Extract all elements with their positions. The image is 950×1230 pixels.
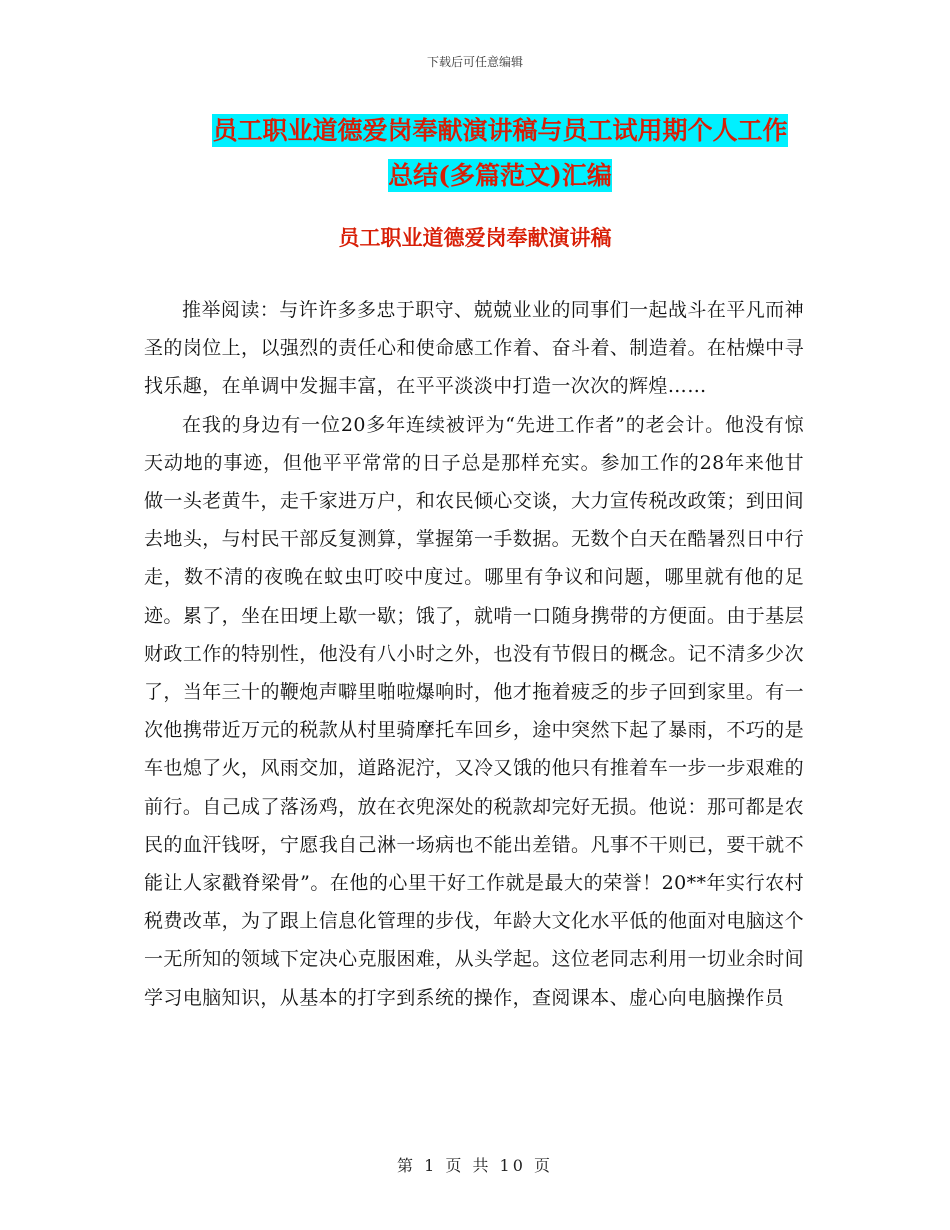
paragraph: 在我的身边有一位20多年连续被评为“先进工作者”的老会计。他没有惊天动地的事迹，但他平平常常的日子总是那样充实。参加工作的28年来他甘做一头老黄牛，走千家进万户，和农民倾心交谈，大力宣传税改政策；到田间去地头，与村民干部反复测算，掌握第一手数据。无数个白天在酷暑烈日中行走，数不清的夜晚在蚊虫叮咬中度过。哪里有争议和问题，哪里就有他的足迹。累了，坐在田埂上歇一歇；饿了，就啃一口随身携带的方便面。由于基层财政工作的特别性，他没有八小时之外，也没有节假日的概念。记不清多少次了，当年三十的鞭炮声噼里啪啦爆响时，他才拖着疲乏的步子回到家里。有一次他携带近万元的税款从村里骑摩托车回乡，途中突然下起了暴雨，不巧的是车也熄了火，风雨交加，道路泥泞，又冷又饿的他只有推着车一步一步艰难的前行。自己成了落汤鸡，放在衣兜深处的税款却完好无损。他说：那可都是农民的血汗钱呀，宁愿我自己淋一场病也不能出差错。凡事不干则已，要干就不能让人家戳脊梁骨”。在他的心里干好工作就是最大的荣誉！20**年实行农村税费改革，为了跟上信息化管理的步伐，年龄大文化水平低的他面对电脑这个一无所知的领域下定决心克服困难，从头学起。这位老同志利用一切业余时间学习电脑知识，从基本的打字到系统的操作，查阅课本、虚心向电脑操作员 [144, 413, 804, 1009]
document-title [140, 108, 860, 198]
section-heading: 员工职业道德爱岗奉献演讲稿 [338, 225, 612, 250]
header-note: 下载后可任意编辑 [426, 55, 523, 69]
document-body [144, 291, 804, 1017]
document-title-line-1: 员工职业道德爱岗奉献演讲稿与员工试用期个人工作 [212, 116, 788, 145]
paragraph: 推举阅读：与许许多多忠于职守、兢兢业业的同事们一起战斗在平凡而神圣的岗位上，以强烈的责任心和使命感工作着、奋斗着、制造着。在枯燥中寻找乐趣，在单调中发掘丰富，在平平淡淡中打造一次次的辉煌…… [144, 299, 804, 398]
page-footer: 第 1 页 共 10 页 [397, 1156, 553, 1175]
document-title-line-2: 总结(多篇范文)汇编 [388, 161, 612, 190]
